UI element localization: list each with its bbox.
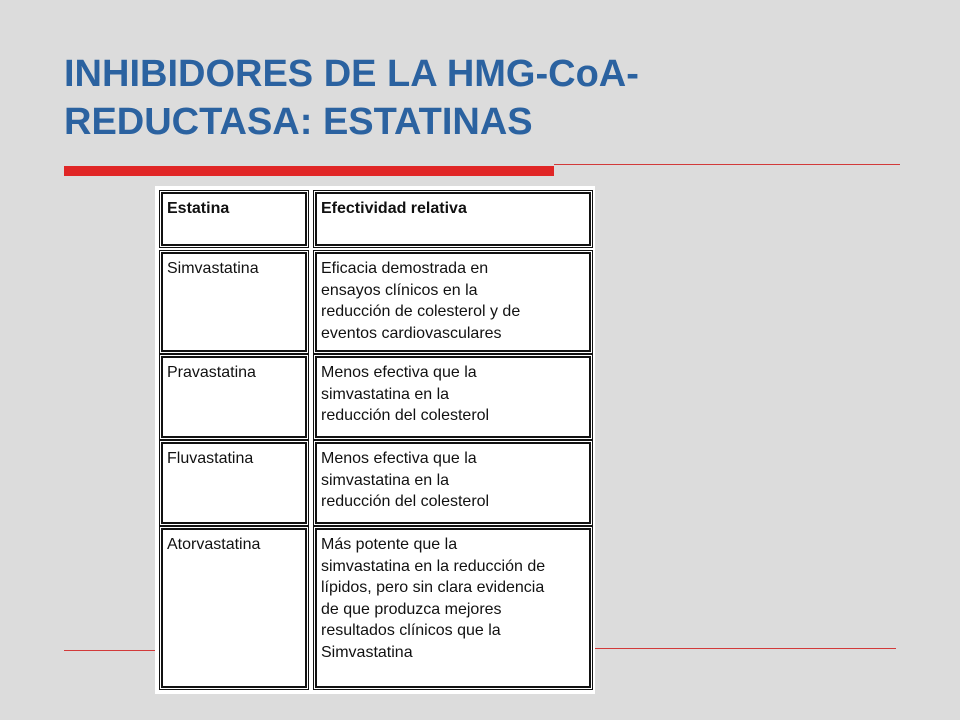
statins-table — [155, 186, 595, 694]
table-cell-efectividad-2: Menos efectiva que la simvastatina en la reducción del colesterol — [315, 356, 591, 438]
footer-rule-left — [64, 650, 156, 651]
title-underline-bar — [64, 166, 554, 176]
title-underline-rule — [554, 164, 900, 165]
table-header-estatina: Estatina — [161, 192, 307, 246]
table-cell-efectividad-1: Eficacia demostrada en ensayos clínicos en la reducción de colesterol y de eventos cardiovasculares — [315, 252, 591, 352]
slide-title-line-2: REDUCTASA: ESTATINAS — [64, 101, 533, 143]
table-cell-estatina-4: Atorvastatina — [161, 528, 307, 688]
table-cell-estatina-1: Simvastatina — [161, 252, 307, 352]
table-cell-estatina-3: Fluvastatina — [161, 442, 307, 524]
slide-title — [64, 50, 864, 146]
slide-title-line-1: INHIBIDORES DE LA HMG-CoA- — [64, 53, 639, 95]
table-cell-efectividad-3: Menos efectiva que la simvastatina en la reducción del colesterol — [315, 442, 591, 524]
table-cell-estatina-2: Pravastatina — [161, 356, 307, 438]
table-header-efectividad: Efectividad relativa — [315, 192, 591, 246]
footer-rule-right — [594, 648, 896, 649]
table-cell-efectividad-4: Más potente que la simvastatina en la reducción de lípidos, pero sin clara evidencia de que produzca mejores resultados clínicos que la Simvastatina — [315, 528, 591, 688]
